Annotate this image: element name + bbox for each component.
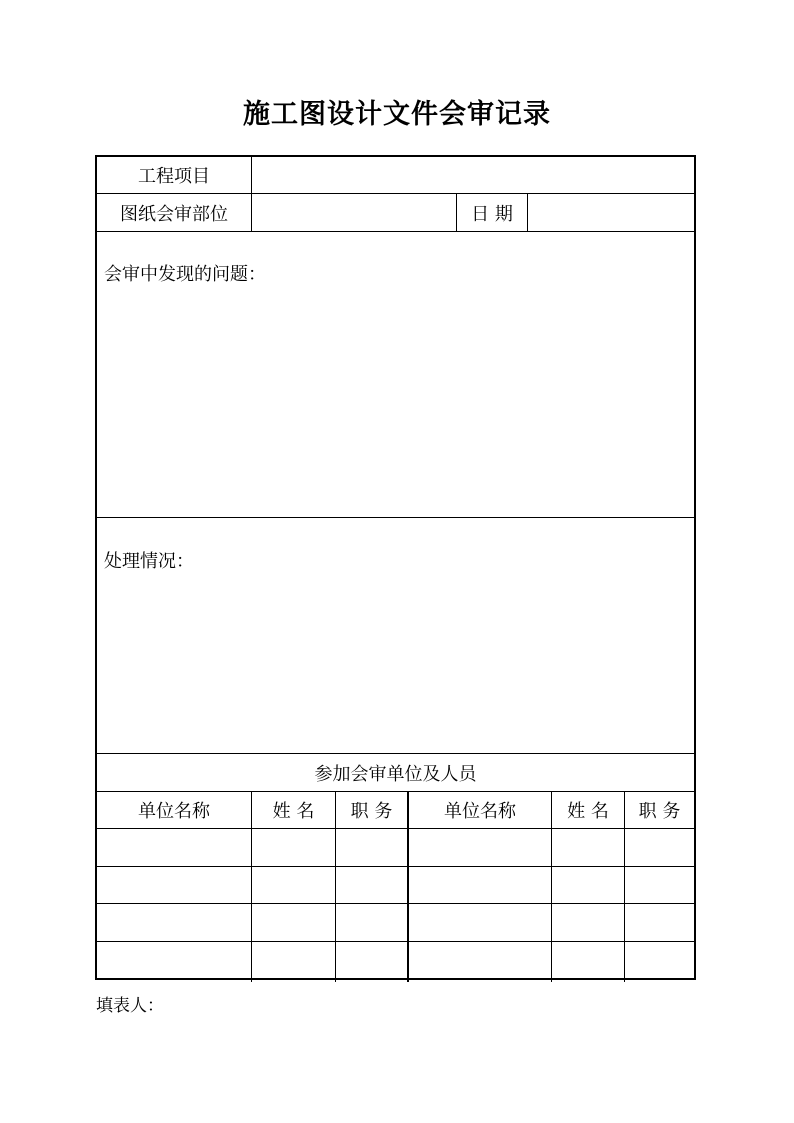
table-cell[interactable] (336, 942, 407, 978)
table-cell[interactable] (409, 829, 551, 866)
date-label: 日 期 (471, 203, 513, 225)
table-cell[interactable] (336, 829, 407, 866)
table-cell[interactable] (625, 867, 694, 903)
review-record-form (95, 155, 696, 980)
table-cell[interactable] (252, 867, 335, 903)
unit-input[interactable] (409, 904, 551, 941)
project-field[interactable] (252, 157, 694, 193)
name-input[interactable] (252, 867, 335, 903)
table-cell[interactable] (552, 829, 624, 866)
handling-label: 处理情况： (104, 551, 194, 572)
name-input[interactable] (552, 904, 624, 941)
table-cell[interactable] (625, 829, 694, 866)
unit-input[interactable] (97, 867, 251, 903)
row-divider (97, 231, 694, 232)
table-cell[interactable] (552, 904, 624, 941)
unit-input[interactable] (409, 942, 551, 978)
table-cell[interactable] (625, 904, 694, 941)
table-cell[interactable] (409, 867, 551, 903)
position-input[interactable] (336, 867, 407, 903)
table-cell[interactable] (409, 942, 551, 978)
position-input[interactable] (625, 942, 694, 978)
unit-input[interactable] (97, 829, 251, 866)
position-input[interactable] (336, 942, 407, 978)
date-input[interactable] (528, 194, 694, 231)
table-cell[interactable] (336, 867, 407, 903)
column-header-position: 职 务 (638, 801, 681, 822)
position-input[interactable] (625, 904, 694, 941)
table-cell[interactable] (97, 904, 251, 941)
table-cell[interactable] (409, 904, 551, 941)
column-header-name: 姓 名 (272, 801, 315, 822)
table-cell[interactable] (97, 867, 251, 903)
unit-input[interactable] (97, 942, 251, 978)
issues-textarea[interactable] (103, 287, 688, 511)
position-input[interactable] (625, 829, 694, 866)
date-field[interactable] (528, 194, 694, 231)
table-cell[interactable] (252, 904, 335, 941)
document-title: 施工图设计文件会审记录 (243, 99, 551, 130)
department-field[interactable] (252, 194, 456, 231)
project-input[interactable] (252, 157, 694, 193)
unit-input[interactable] (97, 904, 251, 941)
column-header-unit: 单位名称 (138, 801, 210, 822)
department-label: 图纸会审部位 (120, 203, 228, 225)
position-input[interactable] (336, 904, 407, 941)
unit-input[interactable] (409, 867, 551, 903)
name-input[interactable] (252, 942, 335, 978)
position-input[interactable] (625, 867, 694, 903)
table-cell[interactable] (625, 942, 694, 978)
table-cell[interactable] (336, 904, 407, 941)
participants-heading: 参加会审单位及人员 (314, 763, 477, 785)
project-label: 工程项目 (138, 166, 210, 187)
name-input[interactable] (552, 829, 624, 866)
table-cell[interactable] (552, 867, 624, 903)
position-input[interactable] (336, 829, 407, 866)
name-input[interactable] (552, 867, 624, 903)
form-filler-label: 填表人： (96, 996, 164, 1016)
name-input[interactable] (552, 942, 624, 978)
unit-input[interactable] (409, 829, 551, 866)
table-cell[interactable] (552, 942, 624, 978)
issues-label: 会审中发现的问题： (104, 264, 266, 285)
table-cell[interactable] (97, 829, 251, 866)
column-header-unit: 单位名称 (444, 801, 516, 822)
handling-textarea[interactable] (103, 574, 688, 748)
table-cell[interactable] (97, 942, 251, 978)
department-input[interactable] (252, 194, 456, 231)
column-header-name: 姓 名 (567, 801, 609, 822)
column-header-position: 职 务 (350, 801, 393, 822)
table-cell[interactable] (252, 829, 335, 866)
name-input[interactable] (252, 829, 335, 866)
table-cell[interactable] (252, 942, 335, 978)
row-divider (97, 517, 694, 518)
name-input[interactable] (252, 904, 335, 941)
